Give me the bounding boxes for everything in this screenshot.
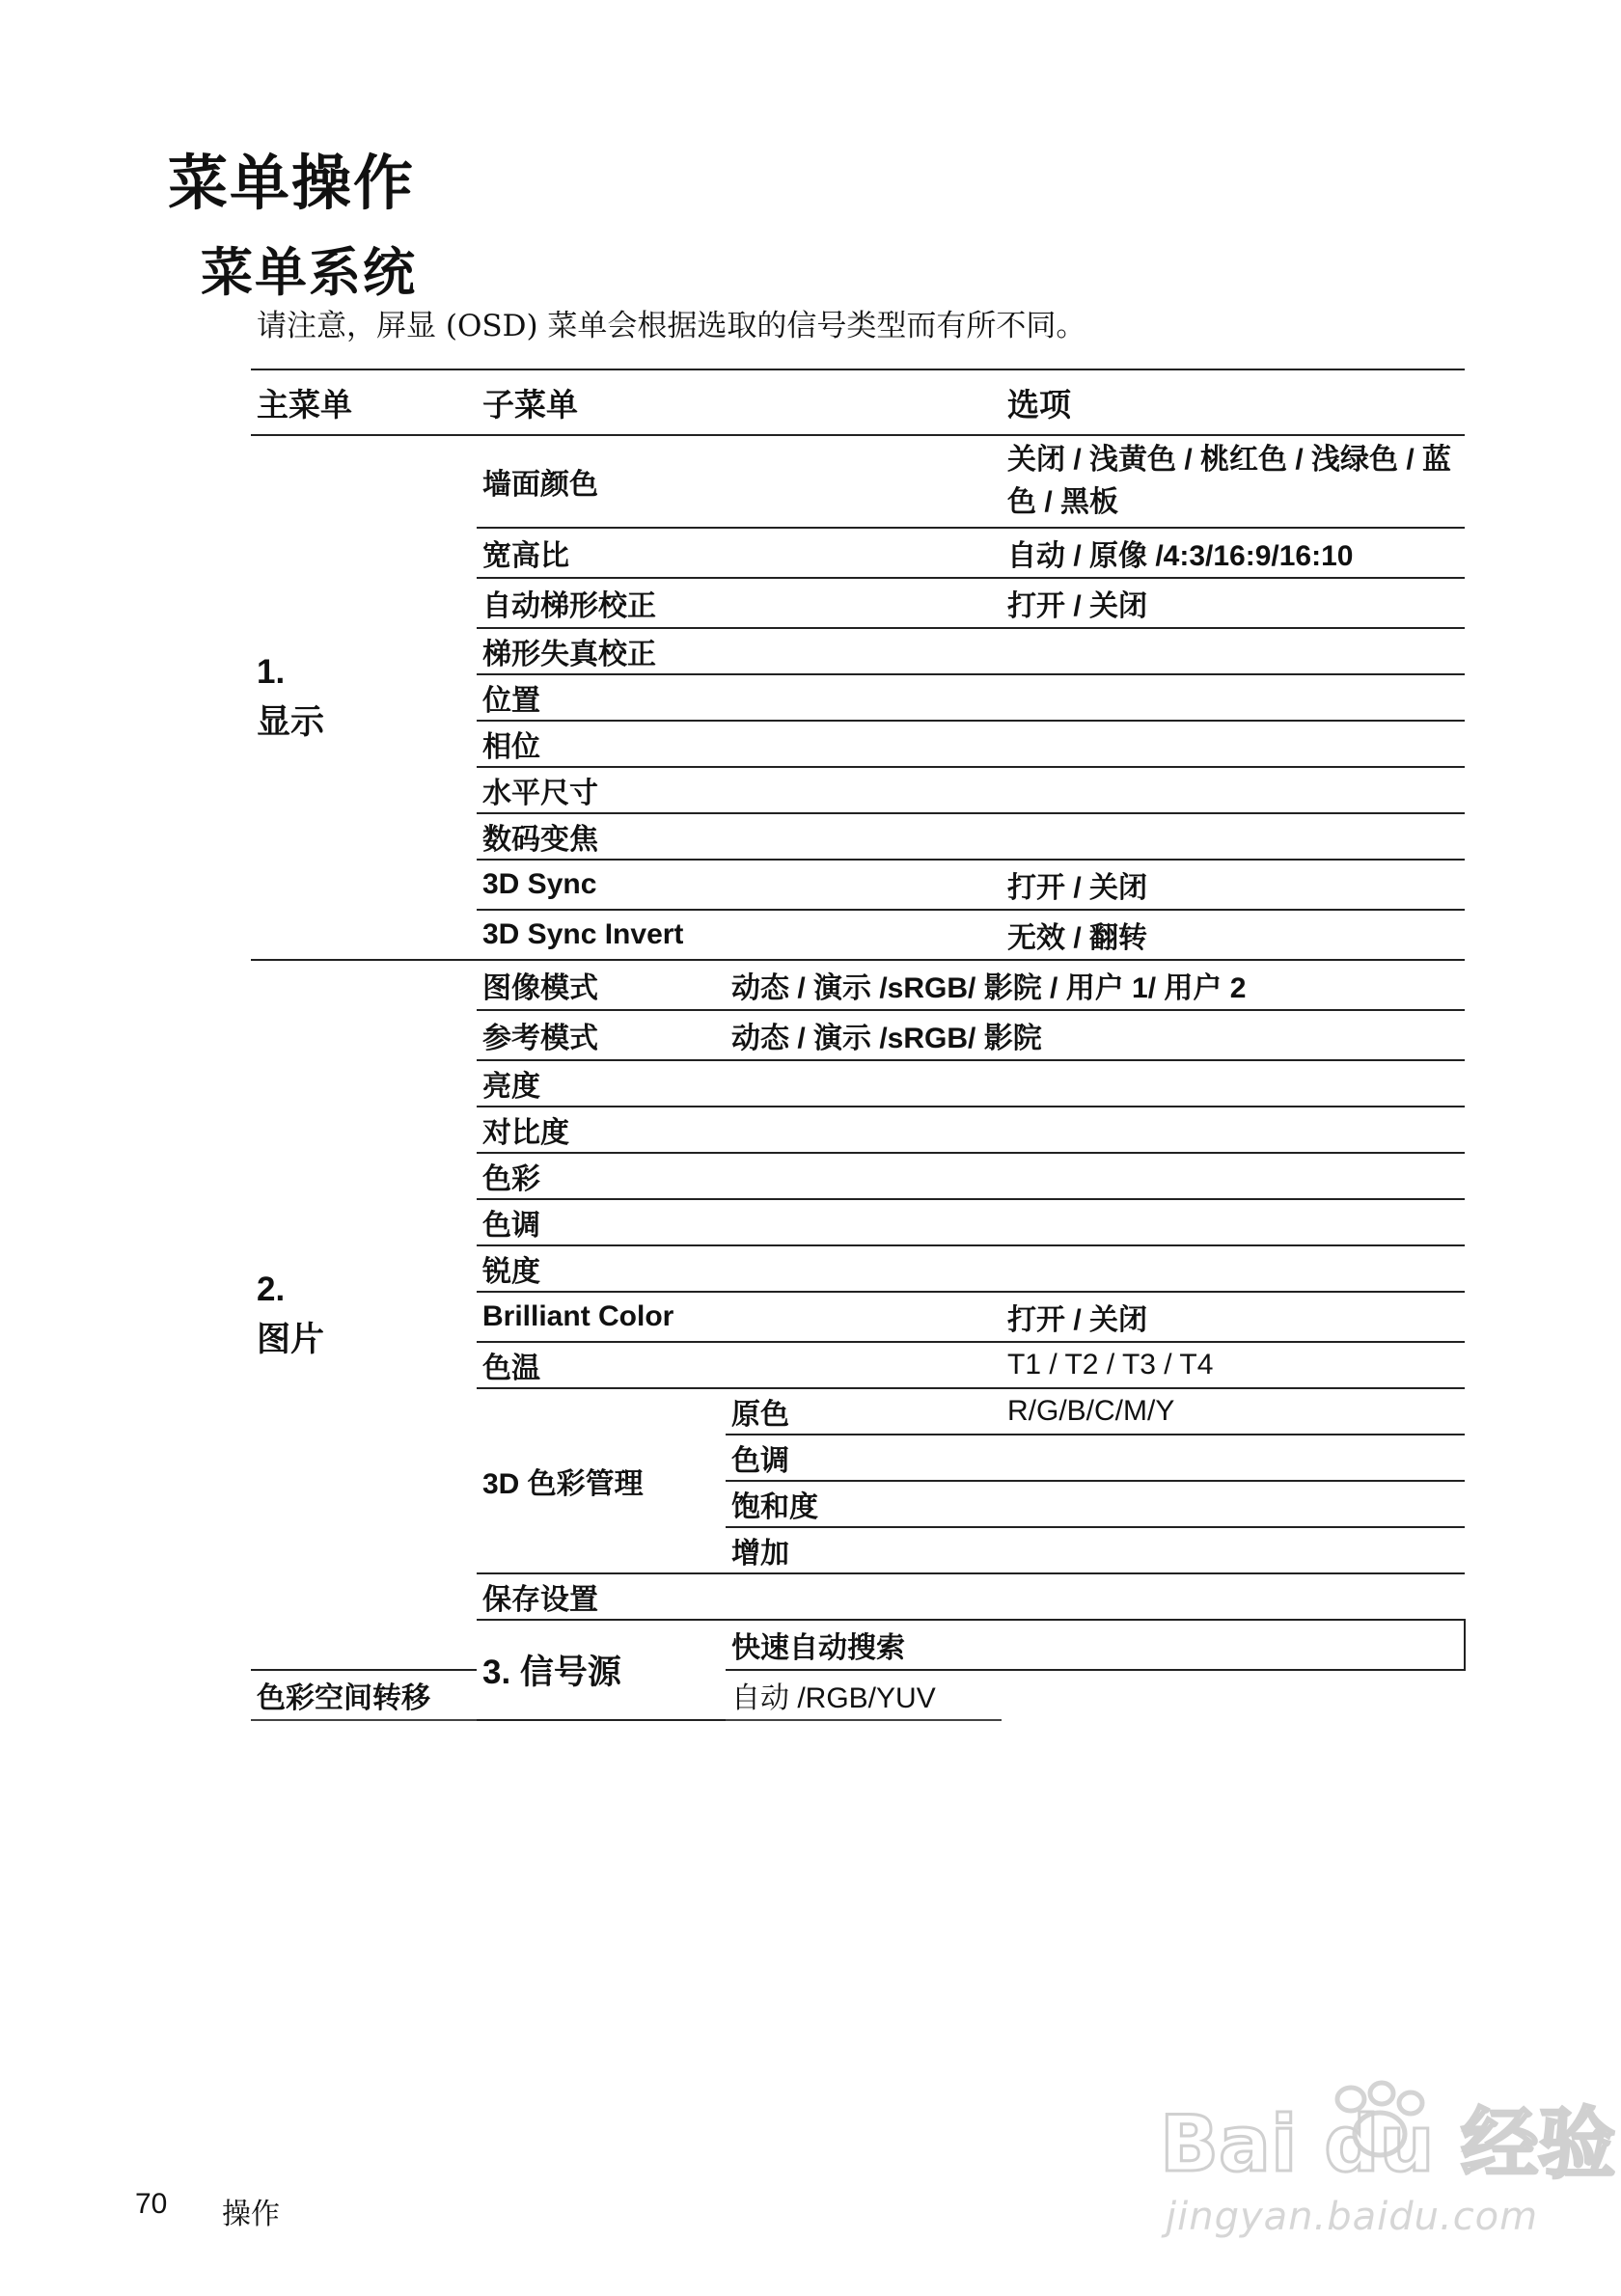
option-empty	[1002, 1435, 1465, 1481]
submenu-picture-mode: 图像模式	[477, 960, 726, 1010]
submenu-color: 色彩	[477, 1153, 1002, 1199]
option-3d-sync-invert: 无效 / 翻转	[1002, 910, 1465, 960]
watermark-logo	[1158, 2074, 1616, 2189]
submenu-color-space-conversion: 色彩空间转移	[251, 1670, 726, 1720]
submenu-brilliant-color: Brilliant Color	[477, 1292, 1002, 1342]
submenu-3d-sync: 3D Sync	[477, 860, 1002, 910]
submenu-auto-keystone: 自动梯形校正	[477, 578, 1002, 628]
submenu-digital-zoom: 数码变焦	[477, 813, 1002, 860]
main-menu-label: 图片	[257, 1321, 325, 1358]
submenu-sharpness: 锐度	[477, 1245, 1002, 1292]
submenu-phase: 相位	[477, 721, 1002, 767]
submenu-primary-color: 原色	[726, 1388, 1002, 1435]
watermark-brand: Bai du 经验	[1160, 2099, 1616, 2189]
header-submenu: 子菜单	[477, 369, 1002, 435]
option-color-temp: T1 / T2 / T3 / T4	[1002, 1342, 1465, 1388]
main-menu-picture	[251, 960, 477, 1670]
option-empty	[1002, 628, 1465, 674]
option-empty	[1002, 1199, 1465, 1245]
option-empty	[1002, 767, 1465, 813]
table-row	[251, 1670, 1465, 1720]
submenu-keystone: 梯形失真校正	[477, 628, 1002, 674]
option-empty	[1002, 1245, 1465, 1292]
submenu-color-temp: 色温	[477, 1342, 1002, 1388]
watermark-url: jingyan.baidu.com	[1166, 2195, 1539, 2239]
option-empty	[1002, 1107, 1465, 1153]
page-heading: 菜单操作	[168, 148, 416, 218]
option-wall-color: 关闭 / 浅黄色 / 桃红色 / 浅绿色 / 蓝色 / 黑板	[1002, 435, 1465, 528]
submenu-position: 位置	[477, 674, 1002, 721]
main-menu-number: 1.	[257, 653, 286, 691]
submenu-hsize: 水平尺寸	[477, 767, 1002, 813]
submenu-3d-sync-invert: 3D Sync Invert	[477, 910, 1002, 960]
option-3d-sync: 打开 / 关闭	[1002, 860, 1465, 910]
submenu-brightness: 亮度	[477, 1060, 1002, 1107]
option-empty	[1002, 1481, 1465, 1527]
submenu-reference-mode: 参考模式	[477, 1010, 726, 1060]
option-brilliant-color: 打开 / 关闭	[1002, 1292, 1465, 1342]
option-picture-mode: 动态 / 演示 /sRGB/ 影院 / 用户 1/ 用户 2	[726, 960, 1465, 1010]
page-section-label: 操作	[222, 2198, 280, 2231]
submenu-contrast: 对比度	[477, 1107, 1002, 1153]
option-empty	[1002, 1573, 1465, 1620]
submenu-3d-color-management: 3D 色彩管理	[477, 1388, 726, 1573]
option-auto-keystone: 打开 / 关闭	[1002, 578, 1465, 628]
intro-text: 请注意，屏显 (OSD) 菜单会根据选取的信号类型而有所不同。	[257, 309, 1086, 343]
section-heading: 菜单系统	[201, 242, 417, 303]
header-main-menu: 主菜单	[251, 369, 477, 435]
option-aspect-ratio: 自动 / 原像 /4:3/16:9/16:10	[1002, 528, 1465, 578]
submenu-wall-color: 墙面颜色	[477, 435, 1002, 528]
option-empty	[1002, 1153, 1465, 1199]
submenu-save-settings: 保存设置	[477, 1573, 1002, 1620]
submenu-quick-auto-search: 快速自动搜索	[726, 1620, 1465, 1670]
submenu-aspect-ratio: 宽高比	[477, 528, 1002, 578]
page-number: 70	[135, 2188, 168, 2220]
table-row	[251, 435, 1465, 528]
option-empty	[1002, 813, 1465, 860]
option-primary-color: R/G/B/C/M/Y	[1002, 1388, 1465, 1435]
option-color-space-conversion: 自动 /RGB/YUV	[726, 1670, 1002, 1720]
main-menu-source: 3. 信号源	[477, 1620, 726, 1720]
option-empty	[1002, 721, 1465, 767]
option-reference-mode: 动态 / 演示 /sRGB/ 影院	[726, 1010, 1465, 1060]
submenu-gain: 增加	[726, 1527, 1002, 1573]
submenu-hue: 色调	[726, 1435, 1002, 1481]
submenu-tint: 色调	[477, 1199, 1002, 1245]
main-menu-label: 显示	[257, 703, 325, 741]
main-menu-display	[251, 435, 477, 960]
option-empty	[1002, 1527, 1465, 1573]
option-empty	[1002, 674, 1465, 721]
table-header-row	[251, 369, 1465, 435]
header-options: 选项	[1002, 369, 1465, 435]
option-empty	[1002, 1060, 1465, 1107]
menu-table	[251, 369, 1465, 1721]
main-menu-number: 2.	[257, 1271, 286, 1308]
table-row	[251, 960, 1465, 1010]
submenu-saturation: 饱和度	[726, 1481, 1002, 1527]
